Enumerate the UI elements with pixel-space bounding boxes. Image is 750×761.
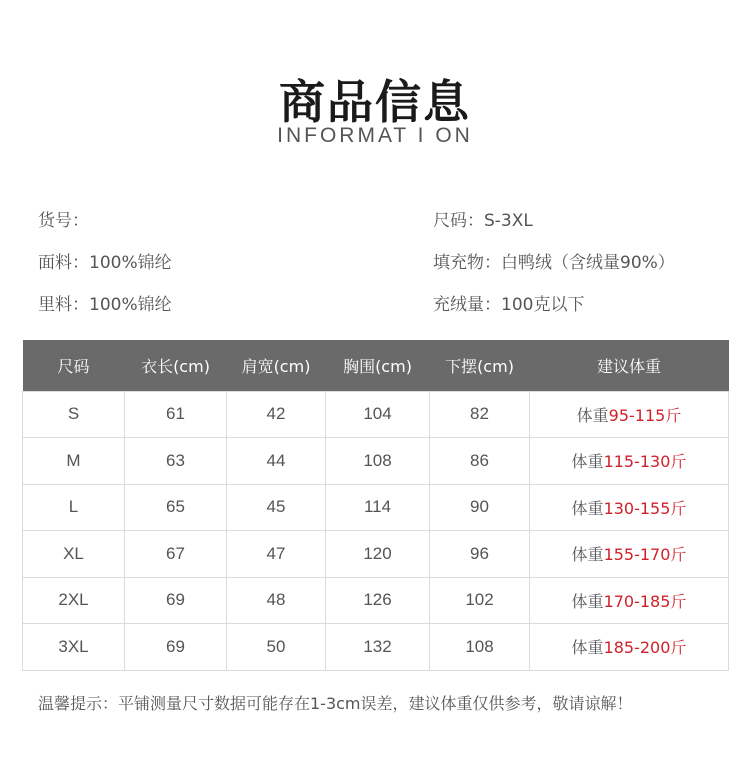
info-value: S-3XL [484, 211, 533, 231]
size-table-container [22, 340, 728, 668]
cell-shoulder: 50 [227, 624, 326, 671]
cell-shoulder: 48 [227, 577, 326, 624]
cell-weight [530, 577, 729, 624]
table-row [23, 391, 729, 438]
info-label: 充绒量： [433, 295, 501, 315]
cell-shoulder: 45 [227, 484, 326, 531]
info-lining [38, 290, 172, 315]
table-row [23, 531, 729, 578]
weight-unit: 斤 [670, 591, 687, 611]
cell-chest: 108 [326, 438, 430, 485]
cell-weight [530, 624, 729, 671]
weight-prefix: 体重 [571, 498, 604, 518]
weight-unit: 斤 [665, 405, 682, 425]
weight-range: 170-185 [603, 591, 671, 611]
weight-prefix: 体重 [571, 452, 604, 472]
cell-shoulder: 44 [227, 438, 326, 485]
cell-length: 69 [125, 624, 227, 671]
cell-size: XL [23, 531, 125, 578]
weight-unit: 斤 [670, 638, 687, 658]
table-row [23, 624, 729, 671]
weight-unit: 斤 [670, 452, 687, 472]
weight-range: 115-130 [603, 452, 671, 472]
column-header: 肩宽(cm) [241, 356, 311, 376]
info-value: 100%锦纶 [89, 295, 172, 315]
cell-chest: 114 [326, 484, 430, 531]
info-fabric [38, 248, 172, 273]
weight-range: 185-200 [603, 638, 671, 658]
column-header: 尺码 [57, 356, 90, 376]
column-header: 建议体重 [596, 356, 661, 376]
cell-hem: 86 [430, 438, 530, 485]
table-row [23, 577, 729, 624]
info-value: 白鸭绒（含绒量90%） [501, 253, 675, 273]
cell-chest: 132 [326, 624, 430, 671]
page-title: 商品信息 [279, 75, 471, 129]
info-item-no [38, 206, 89, 231]
cell-shoulder: 42 [227, 391, 326, 438]
info-size [433, 206, 533, 231]
weight-unit: 斤 [670, 498, 687, 518]
cell-hem: 102 [430, 577, 530, 624]
cell-weight [530, 531, 729, 578]
weight-prefix: 体重 [576, 405, 609, 425]
weight-range: 155-170 [603, 545, 671, 565]
cell-hem: 90 [430, 484, 530, 531]
column-header: 下摆(cm) [445, 356, 514, 376]
cell-weight [530, 438, 729, 485]
cell-size: 2XL [23, 577, 125, 624]
weight-prefix: 体重 [571, 638, 604, 658]
info-value: 100克以下 [501, 295, 585, 315]
info-fill-amount [433, 290, 584, 315]
info-label: 里料： [38, 295, 89, 315]
cell-size: 3XL [23, 624, 125, 671]
size-table [22, 340, 729, 671]
table-header-row [23, 340, 729, 391]
weight-range: 130-155 [603, 498, 671, 518]
column-header: 衣长(cm) [141, 356, 210, 376]
weight-prefix: 体重 [571, 591, 604, 611]
cell-size: S [23, 391, 125, 438]
info-label: 尺码： [433, 211, 484, 231]
info-filling [433, 248, 675, 273]
cell-length: 65 [125, 484, 227, 531]
cell-chest: 104 [326, 391, 430, 438]
column-header: 胸围(cm) [343, 356, 412, 376]
cell-size: L [23, 484, 125, 531]
cell-size: M [23, 438, 125, 485]
info-label: 填充物： [433, 253, 501, 273]
cell-length: 69 [125, 577, 227, 624]
cell-chest: 120 [326, 531, 430, 578]
cell-hem: 108 [430, 624, 530, 671]
weight-range: 95-115 [608, 405, 666, 425]
cell-length: 63 [125, 438, 227, 485]
cell-hem: 82 [430, 391, 530, 438]
cell-length: 67 [125, 531, 227, 578]
table-row [23, 438, 729, 485]
cell-shoulder: 47 [227, 531, 326, 578]
cell-hem: 96 [430, 531, 530, 578]
info-label: 货号： [38, 211, 89, 231]
cell-weight [530, 484, 729, 531]
cell-weight [530, 391, 729, 438]
info-label: 面料： [38, 253, 89, 273]
weight-prefix: 体重 [571, 545, 604, 565]
cell-chest: 126 [326, 577, 430, 624]
page-subtitle: INFORMAT I ON [277, 124, 473, 147]
measurement-note: 温馨提示：平铺测量尺寸数据可能存在1-3cm误差，建议体重仅供参考，敬请谅解！ [38, 694, 633, 713]
info-value: 100%锦纶 [89, 253, 172, 273]
table-row [23, 484, 729, 531]
cell-length: 61 [125, 391, 227, 438]
weight-unit: 斤 [670, 545, 687, 565]
